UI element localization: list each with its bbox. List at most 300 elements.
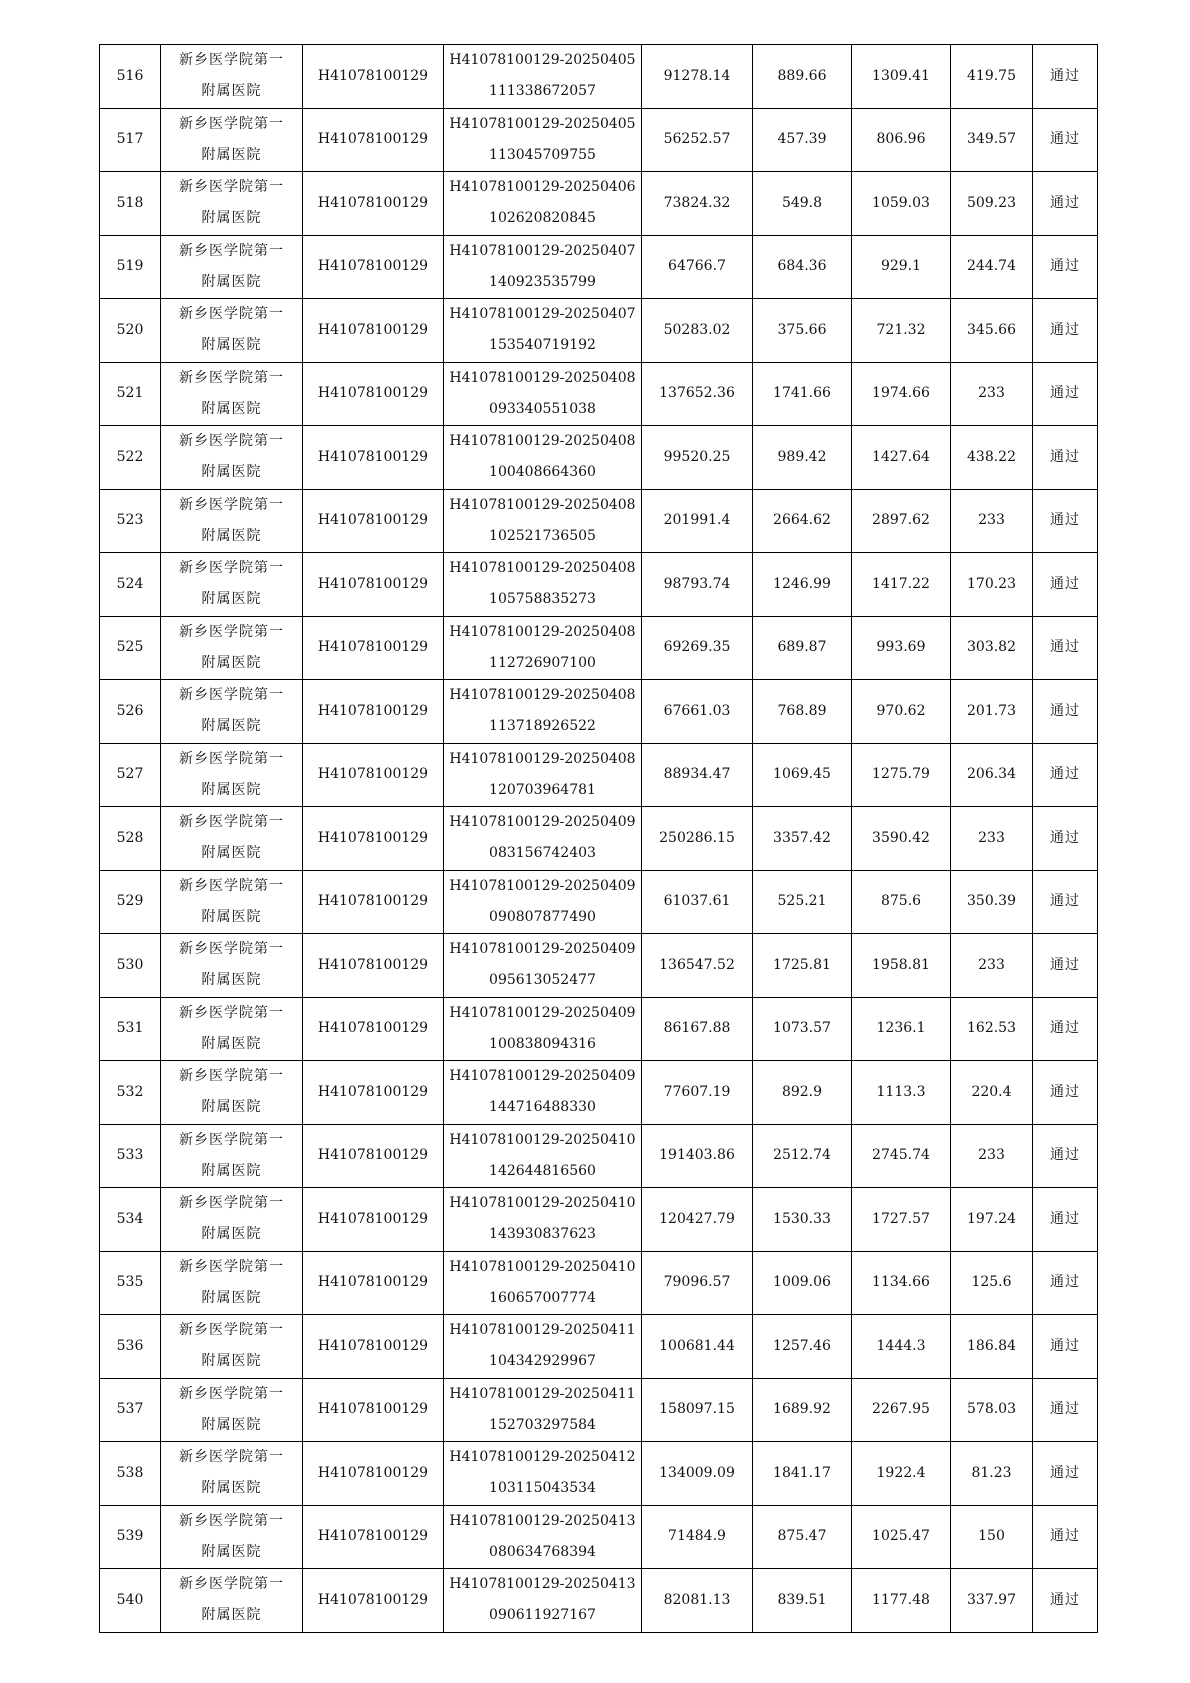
cell-settlement-id-line: H41078100129-20250407 [449,242,636,259]
table-row [100,1442,1098,1506]
table-row [100,1061,1098,1125]
table-row [100,426,1098,490]
cell-total-amount: 69269.35 [642,616,753,680]
cell-amount-b: 875.6 [852,870,951,934]
cell-institution-code: H41078100129 [303,934,444,998]
cell-settlement-id [444,1569,642,1633]
cell-amount-b: 2897.62 [852,489,951,553]
cell-row-number: 537 [100,1378,161,1442]
cell-hospital-name-line: 附属医院 [201,845,262,862]
cell-amount-a: 549.8 [753,172,852,236]
cell-hospital-name-line: 新乡医学院第一 [179,115,284,132]
cell-total-amount: 86167.88 [642,997,753,1061]
cell-settlement-id-line: 090611927167 [489,1607,596,1624]
cell-hospital-name-line: 附属医院 [201,527,262,544]
cell-amount-c: 419.75 [951,45,1033,109]
cell-institution-code: H41078100129 [303,172,444,236]
cell-row-number: 531 [100,997,161,1061]
cell-hospital-name-line: 新乡医学院第一 [179,687,284,704]
cell-settlement-id-line: H41078100129-20250411 [449,1385,636,1402]
table-row [100,235,1098,299]
cell-review-result: 通过 [1033,1378,1098,1442]
cell-total-amount: 67661.03 [642,680,753,744]
cell-amount-b: 929.1 [852,235,951,299]
cell-settlement-id [444,1124,642,1188]
cell-amount-a: 1073.57 [753,997,852,1061]
cell-hospital-name-line: 附属医院 [201,273,262,290]
cell-amount-b: 2267.95 [852,1378,951,1442]
cell-hospital-name [161,743,303,807]
cell-amount-c: 438.22 [951,426,1033,490]
cell-total-amount: 56252.57 [642,108,753,172]
cell-row-number: 535 [100,1251,161,1315]
cell-settlement-id [444,680,642,744]
cell-total-amount: 98793.74 [642,553,753,617]
cell-row-number: 516 [100,45,161,109]
cell-amount-a: 1841.17 [753,1442,852,1506]
cell-amount-a: 457.39 [753,108,852,172]
cell-amount-a: 1741.66 [753,362,852,426]
cell-row-number: 534 [100,1188,161,1252]
cell-amount-b: 1309.41 [852,45,951,109]
cell-amount-a: 889.66 [753,45,852,109]
cell-row-number: 517 [100,108,161,172]
cell-hospital-name [161,1124,303,1188]
cell-amount-a: 375.66 [753,299,852,363]
cell-row-number: 519 [100,235,161,299]
cell-settlement-id-line: H41078100129-20250409 [449,941,636,958]
cell-review-result: 通过 [1033,1124,1098,1188]
cell-hospital-name-line: 附属医院 [201,1607,262,1624]
cell-review-result: 通过 [1033,1569,1098,1633]
cell-settlement-id [444,870,642,934]
cell-hospital-name-line: 新乡医学院第一 [179,242,284,259]
cell-hospital-name-line: 附属医院 [201,83,262,100]
cell-amount-a: 1069.45 [753,743,852,807]
cell-hospital-name-line: 新乡医学院第一 [179,750,284,767]
cell-hospital-name-line: 附属医院 [201,1289,262,1306]
table-row [100,108,1098,172]
cell-amount-b: 1727.57 [852,1188,951,1252]
cell-amount-b: 1113.3 [852,1061,951,1125]
cell-total-amount: 120427.79 [642,1188,753,1252]
cell-hospital-name-line: 新乡医学院第一 [179,1131,284,1148]
cell-row-number: 523 [100,489,161,553]
cell-row-number: 522 [100,426,161,490]
cell-amount-b: 2745.74 [852,1124,951,1188]
cell-settlement-id-line: H41078100129-20250409 [449,1004,636,1021]
cell-settlement-id-line: 142644816560 [489,1162,596,1179]
cell-hospital-name-line: 附属医院 [201,1226,262,1243]
cell-settlement-id-line: 152703297584 [489,1416,596,1433]
cell-hospital-name-line: 新乡医学院第一 [179,496,284,513]
cell-institution-code: H41078100129 [303,680,444,744]
cell-settlement-id-line: 102620820845 [489,210,596,227]
cell-total-amount: 82081.13 [642,1569,753,1633]
cell-amount-a: 1689.92 [753,1378,852,1442]
cell-review-result: 通过 [1033,1442,1098,1506]
table-row [100,1378,1098,1442]
cell-amount-c: 337.97 [951,1569,1033,1633]
cell-total-amount: 61037.61 [642,870,753,934]
cell-hospital-name [161,1315,303,1379]
cell-hospital-name [161,680,303,744]
cell-amount-b: 1427.64 [852,426,951,490]
cell-review-result: 通过 [1033,807,1098,871]
cell-hospital-name [161,553,303,617]
cell-review-result: 通过 [1033,172,1098,236]
table-row [100,489,1098,553]
cell-settlement-id-line: 103115043534 [489,1480,596,1497]
cell-total-amount: 99520.25 [642,426,753,490]
cell-hospital-name-line: 附属医院 [201,146,262,163]
table-row [100,299,1098,363]
cell-institution-code: H41078100129 [303,299,444,363]
cell-hospital-name-line: 新乡医学院第一 [179,1322,284,1339]
cell-settlement-id-line: H41078100129-20250410 [449,1131,636,1148]
cell-row-number: 527 [100,743,161,807]
cell-amount-b: 1134.66 [852,1251,951,1315]
cell-hospital-name-line: 附属医院 [201,718,262,735]
cell-settlement-id-line: H41078100129-20250413 [449,1512,636,1529]
cell-amount-a: 989.42 [753,426,852,490]
cell-institution-code: H41078100129 [303,489,444,553]
cell-amount-a: 684.36 [753,235,852,299]
cell-amount-c: 509.23 [951,172,1033,236]
cell-settlement-id [444,1442,642,1506]
cell-settlement-id-line: 093340551038 [489,400,596,417]
cell-hospital-name [161,997,303,1061]
cell-amount-c: 578.03 [951,1378,1033,1442]
cell-row-number: 526 [100,680,161,744]
cell-hospital-name-line: 新乡医学院第一 [179,1195,284,1212]
cell-amount-b: 1177.48 [852,1569,951,1633]
table-row [100,1188,1098,1252]
cell-settlement-id-line: H41078100129-20250409 [449,814,636,831]
cell-row-number: 530 [100,934,161,998]
cell-settlement-id [444,299,642,363]
cell-settlement-id [444,1061,642,1125]
cell-amount-c: 349.57 [951,108,1033,172]
cell-amount-a: 892.9 [753,1061,852,1125]
cell-hospital-name-line: 附属医院 [201,972,262,989]
cell-settlement-id-line: H41078100129-20250410 [449,1195,636,1212]
cell-total-amount: 158097.15 [642,1378,753,1442]
cell-settlement-id-line: 112726907100 [489,654,596,671]
cell-total-amount: 136547.52 [642,934,753,998]
cell-review-result: 通过 [1033,489,1098,553]
cell-amount-a: 1257.46 [753,1315,852,1379]
cell-institution-code: H41078100129 [303,1315,444,1379]
cell-hospital-name [161,108,303,172]
cell-amount-c: 233 [951,362,1033,426]
table-row [100,172,1098,236]
cell-amount-c: 350.39 [951,870,1033,934]
table-row [100,1569,1098,1633]
cell-settlement-id-line: H41078100129-20250408 [449,560,636,577]
cell-hospital-name-line: 新乡医学院第一 [179,433,284,450]
cell-hospital-name [161,172,303,236]
table-row [100,553,1098,617]
table-row [100,45,1098,109]
cell-hospital-name [161,616,303,680]
cell-settlement-id [444,1251,642,1315]
cell-hospital-name [161,1188,303,1252]
cell-review-result: 通过 [1033,299,1098,363]
cell-amount-a: 875.47 [753,1505,852,1569]
cell-settlement-id-line: 100838094316 [489,1035,596,1052]
cell-amount-c: 197.24 [951,1188,1033,1252]
cell-hospital-name-line: 附属医院 [201,210,262,227]
cell-hospital-name-line: 新乡医学院第一 [179,941,284,958]
cell-row-number: 538 [100,1442,161,1506]
cell-settlement-id-line: H41078100129-20250411 [449,1322,636,1339]
cell-settlement-id-line: 111338672057 [489,83,596,100]
cell-settlement-id-line: H41078100129-20250408 [449,687,636,704]
cell-hospital-name [161,1378,303,1442]
cell-hospital-name [161,1569,303,1633]
cell-institution-code: H41078100129 [303,362,444,426]
cell-review-result: 通过 [1033,743,1098,807]
cell-hospital-name-line: 新乡医学院第一 [179,1512,284,1529]
cell-hospital-name [161,1442,303,1506]
cell-settlement-id [444,489,642,553]
cell-amount-b: 3590.42 [852,807,951,871]
cell-settlement-id [444,45,642,109]
cell-settlement-id-line: H41078100129-20250410 [449,1258,636,1275]
cell-total-amount: 137652.36 [642,362,753,426]
cell-total-amount: 73824.32 [642,172,753,236]
cell-settlement-id-line: H41078100129-20250405 [449,52,636,69]
cell-amount-a: 768.89 [753,680,852,744]
cell-amount-c: 244.74 [951,235,1033,299]
cell-hospital-name-line: 附属医院 [201,400,262,417]
cell-row-number: 539 [100,1505,161,1569]
cell-amount-c: 170.23 [951,553,1033,617]
cell-row-number: 532 [100,1061,161,1125]
cell-amount-c: 233 [951,807,1033,871]
cell-settlement-id-line: 160657007774 [489,1289,596,1306]
cell-hospital-name-line: 附属医院 [201,1480,262,1497]
cell-review-result: 通过 [1033,45,1098,109]
cell-amount-b: 1444.3 [852,1315,951,1379]
cell-amount-c: 303.82 [951,616,1033,680]
cell-review-result: 通过 [1033,934,1098,998]
cell-hospital-name-line: 附属医院 [201,337,262,354]
table-row [100,870,1098,934]
cell-settlement-id [444,362,642,426]
cell-amount-c: 81.23 [951,1442,1033,1506]
cell-row-number: 533 [100,1124,161,1188]
cell-total-amount: 77607.19 [642,1061,753,1125]
cell-settlement-id [444,743,642,807]
cell-amount-b: 1025.47 [852,1505,951,1569]
cell-settlement-id-line: H41078100129-20250412 [449,1449,636,1466]
cell-total-amount: 50283.02 [642,299,753,363]
cell-amount-b: 806.96 [852,108,951,172]
cell-institution-code: H41078100129 [303,1505,444,1569]
table-row [100,616,1098,680]
cell-total-amount: 100681.44 [642,1315,753,1379]
cell-hospital-name [161,299,303,363]
cell-settlement-id [444,616,642,680]
cell-review-result: 通过 [1033,553,1098,617]
cell-review-result: 通过 [1033,426,1098,490]
cell-row-number: 518 [100,172,161,236]
cell-settlement-id-line: H41078100129-20250405 [449,115,636,132]
cell-hospital-name-line: 新乡医学院第一 [179,560,284,577]
cell-total-amount: 71484.9 [642,1505,753,1569]
table-row [100,1505,1098,1569]
cell-settlement-id [444,934,642,998]
cell-row-number: 524 [100,553,161,617]
cell-settlement-id-line: 090807877490 [489,908,596,925]
cell-hospital-name-line: 新乡医学院第一 [179,814,284,831]
cell-settlement-id-line: H41078100129-20250408 [449,750,636,767]
cell-amount-a: 3357.42 [753,807,852,871]
cell-row-number: 529 [100,870,161,934]
cell-institution-code: H41078100129 [303,743,444,807]
cell-total-amount: 201991.4 [642,489,753,553]
cell-institution-code: H41078100129 [303,1188,444,1252]
cell-hospital-name-line: 新乡医学院第一 [179,1004,284,1021]
cell-institution-code: H41078100129 [303,1569,444,1633]
cell-amount-b: 1417.22 [852,553,951,617]
cell-row-number: 536 [100,1315,161,1379]
table-row [100,680,1098,744]
cell-settlement-id-line: H41078100129-20250408 [449,496,636,513]
cell-institution-code: H41078100129 [303,108,444,172]
cell-settlement-id [444,172,642,236]
cell-settlement-id-line: 113718926522 [489,718,596,735]
cell-hospital-name-line: 新乡医学院第一 [179,1449,284,1466]
cell-total-amount: 191403.86 [642,1124,753,1188]
cell-review-result: 通过 [1033,680,1098,744]
cell-settlement-id [444,553,642,617]
cell-amount-b: 1059.03 [852,172,951,236]
cell-hospital-name-line: 附属医院 [201,1035,262,1052]
cell-hospital-name-line: 新乡医学院第一 [179,623,284,640]
cell-hospital-name [161,1061,303,1125]
cell-hospital-name-line: 新乡医学院第一 [179,877,284,894]
cell-hospital-name [161,362,303,426]
cell-hospital-name-line: 新乡医学院第一 [179,1576,284,1593]
cell-institution-code: H41078100129 [303,45,444,109]
cell-hospital-name-line: 新乡医学院第一 [179,306,284,323]
cell-settlement-id-line: 102521736505 [489,527,596,544]
cell-amount-c: 233 [951,489,1033,553]
cell-row-number: 528 [100,807,161,871]
cell-hospital-name-line: 附属医院 [201,1416,262,1433]
cell-review-result: 通过 [1033,997,1098,1061]
cell-settlement-id-line: 153540719192 [489,337,596,354]
cell-settlement-id [444,807,642,871]
cell-settlement-id-line: H41078100129-20250408 [449,433,636,450]
cell-institution-code: H41078100129 [303,870,444,934]
cell-settlement-id [444,235,642,299]
cell-total-amount: 79096.57 [642,1251,753,1315]
cell-hospital-name-line: 附属医院 [201,1543,262,1560]
cell-hospital-name-line: 新乡医学院第一 [179,179,284,196]
cell-settlement-id-line: H41078100129-20250406 [449,179,636,196]
table-row [100,807,1098,871]
cell-settlement-id-line: H41078100129-20250409 [449,877,636,894]
cell-amount-a: 689.87 [753,616,852,680]
cell-amount-a: 2664.62 [753,489,852,553]
cell-amount-c: 233 [951,1124,1033,1188]
cell-review-result: 通过 [1033,870,1098,934]
cell-institution-code: H41078100129 [303,1378,444,1442]
cell-institution-code: H41078100129 [303,1442,444,1506]
table-row [100,362,1098,426]
cell-amount-c: 162.53 [951,997,1033,1061]
cell-settlement-id [444,1188,642,1252]
cell-institution-code: H41078100129 [303,1061,444,1125]
cell-amount-b: 993.69 [852,616,951,680]
cell-hospital-name [161,934,303,998]
cell-hospital-name [161,1251,303,1315]
cell-settlement-id-line: H41078100129-20250407 [449,306,636,323]
cell-amount-a: 1009.06 [753,1251,852,1315]
cell-settlement-id [444,1505,642,1569]
cell-total-amount: 134009.09 [642,1442,753,1506]
cell-review-result: 通过 [1033,1505,1098,1569]
cell-settlement-id-line: H41078100129-20250408 [449,369,636,386]
table-row [100,1315,1098,1379]
cell-amount-c: 186.84 [951,1315,1033,1379]
cell-amount-c: 345.66 [951,299,1033,363]
cell-amount-c: 220.4 [951,1061,1033,1125]
cell-settlement-id [444,1378,642,1442]
cell-institution-code: H41078100129 [303,426,444,490]
cell-settlement-id-line: H41078100129-20250413 [449,1576,636,1593]
cell-review-result: 通过 [1033,1251,1098,1315]
cell-settlement-id [444,997,642,1061]
cell-institution-code: H41078100129 [303,997,444,1061]
cell-amount-c: 150 [951,1505,1033,1569]
cell-total-amount: 250286.15 [642,807,753,871]
cell-amount-b: 1922.4 [852,1442,951,1506]
cell-institution-code: H41078100129 [303,553,444,617]
cell-settlement-id-line: 113045709755 [489,146,596,163]
cell-row-number: 520 [100,299,161,363]
cell-amount-c: 201.73 [951,680,1033,744]
cell-settlement-id-line: 144716488330 [489,1099,596,1116]
cell-amount-c: 206.34 [951,743,1033,807]
cell-review-result: 通过 [1033,362,1098,426]
cell-hospital-name [161,45,303,109]
cell-hospital-name [161,235,303,299]
cell-hospital-name-line: 新乡医学院第一 [179,369,284,386]
cell-amount-b: 721.32 [852,299,951,363]
cell-institution-code: H41078100129 [303,235,444,299]
cell-row-number: 540 [100,1569,161,1633]
table-row [100,934,1098,998]
cell-review-result: 通过 [1033,1315,1098,1379]
cell-row-number: 525 [100,616,161,680]
cell-settlement-id-line: 083156742403 [489,845,596,862]
cell-amount-a: 839.51 [753,1569,852,1633]
cell-amount-c: 233 [951,934,1033,998]
cell-settlement-id-line: H41078100129-20250408 [449,623,636,640]
cell-hospital-name-line: 附属医院 [201,781,262,798]
cell-amount-a: 1725.81 [753,934,852,998]
cell-settlement-id-line: 120703964781 [489,781,596,798]
cell-total-amount: 88934.47 [642,743,753,807]
cell-settlement-id-line: 095613052477 [489,972,596,989]
cell-review-result: 通过 [1033,1188,1098,1252]
cell-total-amount: 91278.14 [642,45,753,109]
